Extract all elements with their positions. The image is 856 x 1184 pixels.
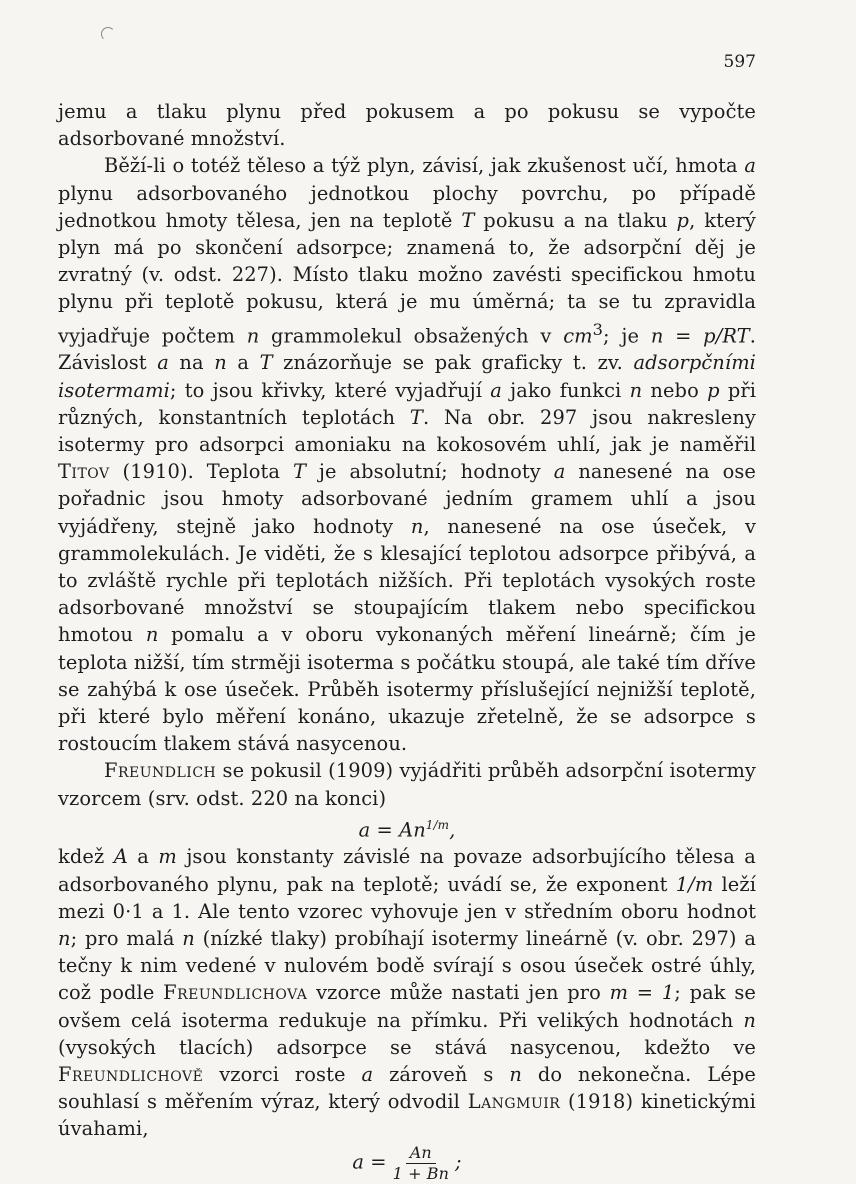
formula-lhs: a = — [352, 1150, 387, 1174]
math-var: T — [292, 460, 306, 484]
math-var: m — [158, 845, 177, 869]
math-var: p — [707, 378, 720, 402]
math-expr: m = 1 — [609, 981, 675, 1005]
text-run: znázorňuje se pak graficky t. zv. — [272, 351, 634, 375]
formula-langmuir — [58, 1143, 756, 1184]
text-run: je absolutní; hodnoty — [305, 460, 554, 484]
math-var: a — [553, 460, 566, 484]
emphasis: adsorpčními isotermami — [58, 351, 756, 402]
paragraph-1: jemu a tlaku plynu před pokusem a po pokusu se vypočte adsorbované množství. — [58, 100, 756, 151]
text-run: grammolekul obsažených v — [259, 324, 564, 348]
text-run: , který plyn má po skončení adsorpce; znamená to, že adsorpční děj je zvratný (v. odst. 227). Místo tlaku možno zavésti specifickou hmotu plynu při teplotě pokusu, která je mu úměrná; ta se tu zpravidla vyjadřuje počtem — [58, 208, 756, 348]
text-run: Běží-li o totéž těleso a týž plyn, závisí, jak zkušenost učí, hmota — [104, 154, 745, 178]
text-run: pokusu a na tlaku — [474, 208, 677, 232]
formula-exponent: 1/m — [425, 817, 450, 832]
text-run: , nanesené na ose úseček, v grammolekulách. Je viděti, že s klesající teplotou adsorpce přibývá, a to zvláště rychle při teplotách nižších. Při teplotách vysokých roste adsorbované množství se stoupajícím tlakem nebo specifickou hmotou — [58, 514, 756, 647]
text-run: jako funkci — [501, 378, 630, 402]
paragraph-4 — [58, 843, 756, 1142]
math-expr: n = p/RT — [650, 324, 750, 348]
text-run: pomalu a v oboru vykonaných měření lineárně; čím je teplota nižší, tím strměji isoterma s počátku stoupá, ale také tím dříve se zahýbá k ose úseček. Průběh isotermy příslušející nejnižší teplotě, při které bylo měření konáno, ukazuje zřetelně, že se adsorpce s rostoucím tlakem stává nasycenou. — [58, 623, 757, 756]
math-var: n — [246, 324, 260, 348]
math-var: n — [509, 1063, 522, 1087]
math-var: n — [743, 1008, 756, 1032]
text-run: . Na obr. 297 jsou nakresleny isotermy pro adsorpci amoniaku na kokosovém uhlí, jak je naměřil — [58, 405, 756, 456]
math-var: T — [461, 208, 475, 232]
math-var: p — [676, 208, 690, 232]
fraction-numerator: An — [406, 1143, 436, 1164]
text-run: (vysokých tlacích) adsorpce se stává nasycenou, kdežto ve — [58, 1035, 756, 1059]
math-var: n — [145, 623, 159, 647]
text-run: ; pak se ovšem celá isoterma redukuje na přímku. Při velikých hodnotách — [58, 981, 756, 1032]
math-var: n — [58, 927, 71, 951]
text-run: (1918) kinetickými úvahami, — [58, 1090, 756, 1141]
text-run: se pokusil (1909) vyjádřiti průběh adsorpční isotermy vzorcem (srv. odst. 220 na konci) — [58, 759, 756, 810]
math-var: a — [490, 378, 502, 402]
text-run: do nekonečna. Lépe souhlasí s měřením výraz, který odvodil — [58, 1063, 756, 1114]
text-run: nanesené na ose pořadnic jsou hmoty adsorbované jedním gramem uhlí a jsou vyjádřeny, stejně jako hodnoty — [58, 460, 756, 538]
formula-tail: , — [449, 818, 456, 842]
math-var: cm — [563, 324, 593, 348]
formula-tail: ; — [455, 1150, 462, 1174]
paragraph-3 — [58, 757, 756, 811]
fraction-denominator: 1 + Bn — [392, 1163, 450, 1183]
text-run: a — [127, 845, 159, 869]
math-var: T — [409, 405, 423, 429]
text-run: kdež — [58, 845, 114, 869]
page-number: 597 — [723, 52, 756, 72]
author-name: Titov — [58, 460, 110, 484]
text-run: vzorce může nastati jen pro — [307, 981, 610, 1005]
math-var: T — [259, 351, 273, 375]
text-run: a — [226, 351, 260, 375]
math-var: n — [182, 927, 195, 951]
superscript: 3 — [592, 319, 604, 339]
formula-lhs: a = An — [358, 818, 426, 842]
text-run: leží mezi 0·1 a 1. Ale tento vzorec vyhovuje jen v středním oboru hodnot — [58, 872, 756, 923]
text-run: nebo — [642, 378, 708, 402]
math-var: n — [410, 514, 424, 538]
author-name: Langmuir — [467, 1090, 561, 1114]
math-var: a — [744, 154, 756, 178]
math-var: n — [629, 378, 643, 402]
text-run: jsou konstanty závislé na povaze adsorbujícího tělesa a adsorbovaného plynu, pak na teplotě; uvádí se, že exponent — [58, 845, 756, 896]
author-name: Freundlich — [104, 759, 217, 783]
author-name: Freundlichova — [163, 981, 308, 1005]
math-var: A — [113, 845, 128, 869]
text-run: při různých, konstantních teplotách — [58, 378, 756, 429]
paragraph-2 — [58, 152, 756, 757]
text-run: (nízké tlaky) probíhají isotermy lineárně (v. obr. 297) a tečny k nim vedené v nulovém bodě svírají s osou úseček ostré úhly, což podle — [58, 927, 756, 1005]
text-run: vzorci roste — [203, 1063, 362, 1087]
text-run: plynu adsorbovaného jednotkou plochy povrchu, po případě jednotkou hmoty tělesa, jen na teplotě — [58, 181, 756, 232]
text-run: . Závislost — [58, 324, 756, 375]
math-var: n — [214, 351, 227, 375]
math-var: a — [361, 1063, 374, 1087]
scan-mark — [101, 27, 115, 41]
text-run: ; je — [603, 324, 651, 348]
math-var: a — [157, 351, 169, 375]
page-body — [58, 98, 756, 1184]
fraction — [389, 1143, 453, 1184]
author-name: Freundlichově — [58, 1063, 204, 1087]
text-run: zároveň s — [373, 1063, 510, 1087]
text-run: na — [168, 351, 215, 375]
text-run: ; to jsou křivky, které vyjadřují — [169, 378, 491, 402]
formula-freundlich — [58, 812, 756, 844]
text-run: (1910). Teplota — [109, 460, 293, 484]
text-run: ; pro malá — [70, 927, 183, 951]
math-expr: 1/m — [675, 872, 714, 896]
